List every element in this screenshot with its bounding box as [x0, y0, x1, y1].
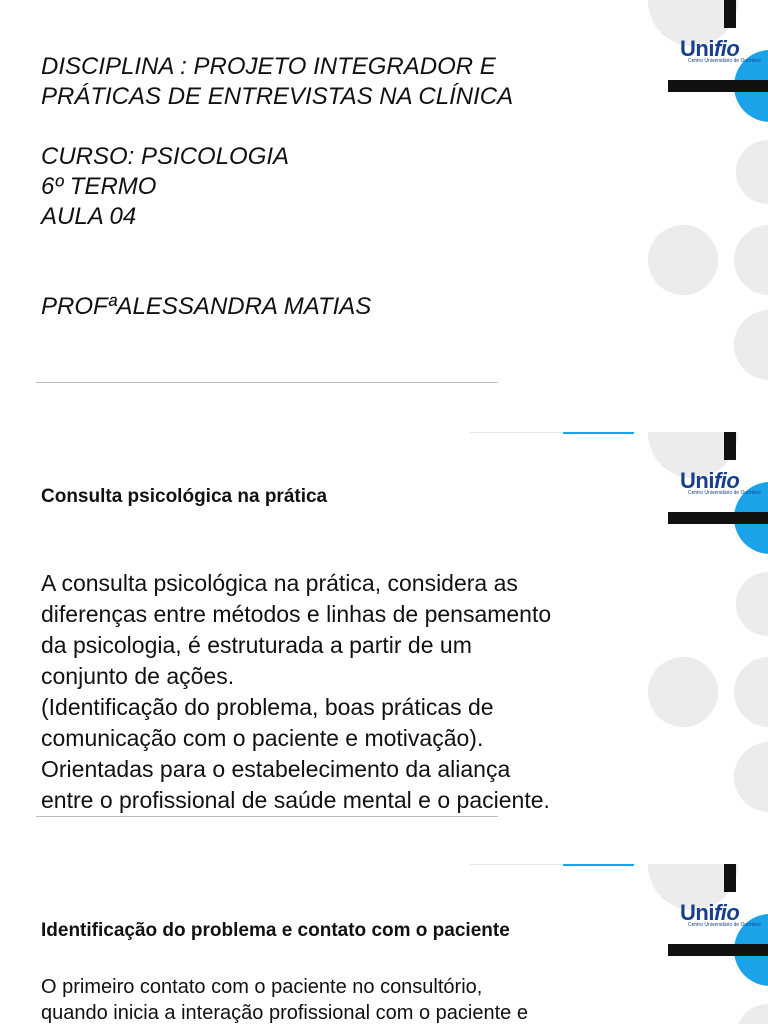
- slide-body: O primeiro contato com o paciente no consultório, quando inicia a interação profissional com o paciente e: [41, 976, 528, 1024]
- decorative-circle: [648, 657, 718, 727]
- slide-heading: Consulta psicológica na prática: [41, 486, 328, 507]
- divider: [36, 816, 498, 817]
- unifio-logo: Unifio Centro Universitário de Ourinhos: [668, 28, 768, 92]
- decorative-circle: [734, 742, 768, 812]
- discipline-line-2: PRÁTICAS DE ENTREVISTAS NA CLÍNICA: [41, 83, 514, 110]
- logo-hourglass-icon: [724, 432, 736, 460]
- unifio-logo: Unifio Centro Universitário de Ourinhos: [668, 892, 768, 956]
- title-block: [41, 52, 513, 322]
- decorative-circle: [736, 572, 768, 636]
- slide-1: [0, 0, 768, 432]
- unifio-logo: Unifio Centro Universitário de Ourinhos: [668, 460, 768, 524]
- decorative-circle: [736, 1004, 768, 1024]
- decorative-circle: [734, 657, 768, 727]
- lesson-line: AULA 04: [41, 203, 137, 230]
- slide-2: [0, 432, 768, 864]
- divider: [36, 382, 498, 383]
- course-line: CURSO: PSICOLOGIA: [41, 143, 290, 170]
- decorative-circle: [648, 225, 718, 295]
- slide-body: A consulta psicológica na prática, considera as diferenças entre métodos e linhas de pensamento da psicologia, é estruturada a partir de um conjunto de ações. (Identificação do problema, boas práticas de comunicação com o paciente e motivação). Orientadas para o estabelecimento da aliança entre o profissional de saúde mental e o paciente.: [41, 570, 552, 813]
- decorative-circle: [734, 310, 768, 380]
- decorative-circle: [734, 225, 768, 295]
- term-line: 6º TERMO: [41, 173, 157, 200]
- accent-bar: [563, 864, 634, 866]
- decorative-circle: [736, 140, 768, 204]
- professor-line: PROFªALESSANDRA MATIAS: [41, 293, 372, 320]
- accent-bar: [563, 432, 634, 434]
- logo-hourglass-icon: [724, 0, 736, 28]
- slide-heading: Identificação do problema e contato com o paciente: [41, 920, 510, 941]
- slide-3: [0, 864, 768, 1024]
- logo-hourglass-icon: [724, 864, 736, 892]
- discipline-line-1: DISCIPLINA : PROJETO INTEGRADOR E: [41, 53, 496, 80]
